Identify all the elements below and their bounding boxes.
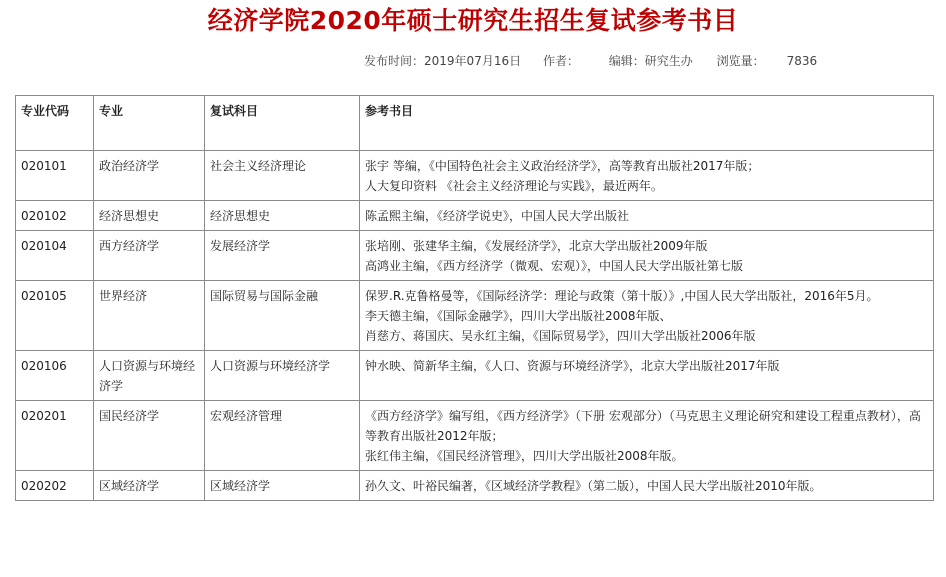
header-exam-subject: 复试科目 — [205, 96, 360, 151]
reference-book-entry: 张红伟主编，《国民经济管理》，四川大学出版社2008年版。 — [365, 449, 684, 463]
exam-subject-cell: 人口资源与环境经济学 — [205, 351, 360, 401]
reference-book-entry: 钟水映、简新华主编，《人口、资源与环境经济学》，北京大学出版社2017年版 — [365, 359, 780, 373]
reference-book-entry: 陈孟熙主编，《经济学说史》，中国人民大学出版社 — [365, 209, 630, 223]
major-name-cell: 西方经济学 — [94, 231, 205, 281]
publish-time-label: 发布时间： — [364, 54, 425, 68]
reference-book-entry: 保罗.R.克鲁格曼等，《国际经济学：理论与政策（第十版）》,中国人民大学出版社，2016年5月。 — [365, 289, 879, 303]
reference-books-cell — [360, 471, 934, 501]
major-code-cell: 020201 — [16, 401, 94, 471]
exam-subject-cell: 经济思想史 — [205, 201, 360, 231]
table-header-row — [16, 96, 934, 151]
reference-book-entry: 高鸿业主编，《西方经济学（微观、宏观）》，中国人民大学出版社第七版 — [365, 259, 744, 273]
exam-subject-cell: 国际贸易与国际金融 — [205, 281, 360, 351]
reference-book-entry: 《西方经济学》编写组，《西方经济学》（下册 宏观部分）（马克思主义理论研究和建设工程重点教材），高等教育出版社2012年版； — [365, 409, 921, 443]
major-name-cell: 国民经济学 — [94, 401, 205, 471]
reference-book-entry: 李天德主编，《国际金融学》，四川大学出版社2008年版、 — [365, 309, 672, 323]
header-major-code: 专业代码 — [16, 96, 94, 151]
reference-book-entry: 孙久文、叶裕民编著，《区域经济学教程》（第二版），中国人民大学出版社2010年版。 — [365, 479, 822, 493]
table-body — [16, 151, 934, 501]
reference-books-cell — [360, 231, 934, 281]
exam-subject-cell: 社会主义经济理论 — [205, 151, 360, 201]
table-row — [16, 281, 934, 351]
table-row — [16, 471, 934, 501]
reference-book-entry: 肖慈方、蒋国庆、吴永红主编，《国际贸易学》，四川大学出版社2006年版 — [365, 329, 756, 343]
reference-books-cell — [360, 201, 934, 231]
exam-subject-cell: 区域经济学 — [205, 471, 360, 501]
major-name-cell: 经济思想史 — [94, 201, 205, 231]
header-major: 专业 — [94, 96, 205, 151]
exam-subject-cell: 发展经济学 — [205, 231, 360, 281]
reference-books-cell — [360, 401, 934, 471]
views-count: 7836 — [786, 54, 818, 68]
major-code-cell: 020202 — [16, 471, 94, 501]
major-name-cell: 人口资源与环境经济学 — [94, 351, 205, 401]
major-code-cell: 020106 — [16, 351, 94, 401]
reference-books-cell — [360, 281, 934, 351]
table-row — [16, 401, 934, 471]
editor-value: 研究生办 — [644, 54, 693, 68]
article-meta — [364, 52, 817, 70]
major-code-cell: 020101 — [16, 151, 94, 201]
exam-subject-cell: 宏观经济管理 — [205, 401, 360, 471]
major-name-cell: 政治经济学 — [94, 151, 205, 201]
reference-book-table — [15, 95, 934, 501]
reference-book-entry: 人大复印资料 《社会主义经济理论与实践》，最近两年。 — [365, 179, 663, 193]
table-row — [16, 151, 934, 201]
editor-label: 编辑： — [608, 54, 645, 68]
publish-time-value: 2019年07月16日 — [424, 54, 522, 68]
major-code-cell: 020105 — [16, 281, 94, 351]
header-reference-books: 参考书目 — [360, 96, 934, 151]
major-name-cell: 世界经济 — [94, 281, 205, 351]
table-row — [16, 201, 934, 231]
reference-books-cell — [360, 351, 934, 401]
major-code-cell: 020104 — [16, 231, 94, 281]
major-name-cell: 区域经济学 — [94, 471, 205, 501]
author-label: 作者： — [542, 54, 579, 68]
reference-books-cell — [360, 151, 934, 201]
table-row — [16, 351, 934, 401]
reference-book-entry: 张培刚、张建华主编，《发展经济学》，北京大学出版社2009年版 — [365, 239, 708, 253]
reference-book-entry: 张宇 等编，《中国特色社会主义政治经济学》，高等教育出版社2017年版； — [365, 159, 760, 173]
views-label: 浏览量： — [716, 54, 765, 68]
page-title: 经济学院2020年硕士研究生招生复试参考书目 — [207, 6, 739, 35]
table-row — [16, 231, 934, 281]
major-code-cell: 020102 — [16, 201, 94, 231]
